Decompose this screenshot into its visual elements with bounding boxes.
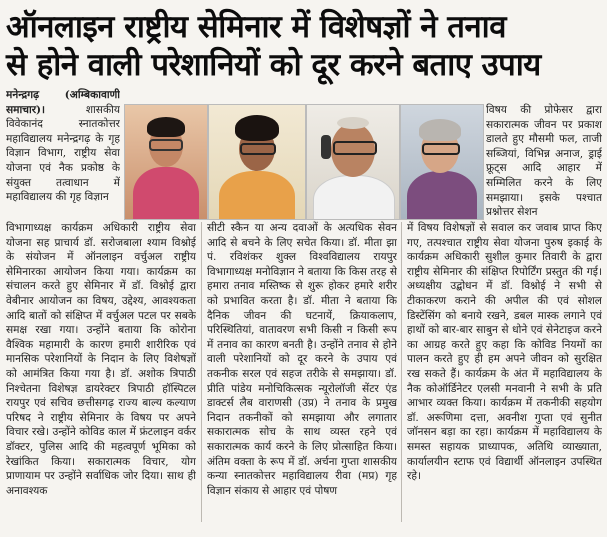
article-text: में विषय विशेषज्ञों से सवाल कर जवाब प्राप्त किए गए, तत्पश्चात राष्ट्रीय सेवा योजना पुरुष इकाई के कार्यक्रम अधिकारी सुशील कुमार तिवारी के द्वारा राष्ट्रीय सेमिनार की संक्षिप्त रिपोर्टिंग प्रस्तुत की गई। अध्यक्षीय उद्बोधन में डॉ. विश्नोई ने सभी से टीकाकरण कराने की अपील की एवं सोशल डिस्टेंसिंग को बनाये रखने, डबल मास्क लगाने एवं हाथों को बार-बार साबुन से धोने एवं सेनेटाइज करने का आग्रह करते हुए कहा कि कोविड नियमों का पालन करते हुए ही हम अपने जीवन को सुरक्षित रख सकते हैं। कार्यक्रम के अंत में महाविद्यालय के नैक कोऑर्डिनेटर एलसी मनवानी ने सभी के प्रति आभार व्यक्त किया। कार्यक्रम में तकनीकी सहयोग डॉ. अरूणिमा दत्ता, अवनीश गुप्ता एवं सुनीत जॉनसन बड़ा का रहा। कार्यक्रम में महाविद्यालय के समस्त सहायक प्राध्यापक, अतिथि व्याख्याता, कार्यालयीन स्टाफ एवं विद्यार्थी ऑनलाइन उपस्थित रहे। [407, 222, 602, 483]
column-divider [401, 222, 402, 522]
speaker-photo-4 [400, 104, 484, 220]
column-divider [201, 222, 202, 522]
headline [6, 8, 604, 84]
article-text: मनेन्द्रगढ़ (अम्बिकावाणी समाचार)। शासकीय विवेकानंद स्नातकोत्तर महाविद्यालय मनेन्द्रगढ़ के गृह विज्ञान विभाग, राष्ट्रीय सेवा योजना एवं नैक प्रकोष्ठ के संयुक्त तत्वाधान में महाविद्यालय की गृह विज्ञान [6, 89, 120, 204]
speaker-photo-1 [124, 104, 208, 220]
speaker-photo-2 [208, 104, 306, 220]
article-column-3-top [486, 103, 602, 221]
headline-line-2: से होने वाली परेशानियों को दूर करने बताए उपाय [6, 47, 541, 83]
article-text: विभागाध्यक्ष कार्यक्रम अधिकारी राष्ट्रीय सेवा योजना सह प्राचार्य डॉ. सरोजबाला श्याम विश्नोई के संयोजन में ऑनलाइन वर्चुअल राष्ट्रीय सेमिनारका आयोजन किया गया। कार्यक्रम का संचालन करते हुए सेमिनार में डॉ. विश्नोई द्वारा वेबीनार आयोजन का विषय, उद्देश्य, आवश्यकता आदि बातों को संक्षिप्त में वर्चुअल पटल पर सबके समक्ष रखा गया। उन्होंने बताया कि कोरोना वैश्विक महामारी के कारण हमारी शारीरिक एवं मानसिक परेशानियों के निदान के लिए विशेषज्ञों को आमंत्रित किया गया है। डॉ. अशोक त्रिपाठी निश्चेतना विशेषज्ञ डायरेक्टर त्रिपाठी हॉस्पिटल रायपुर एवं सचिव छत्तीसगढ़ राज्य बाल्य कल्याण परिषद ने राष्ट्रीय सेमिनार के विषय पर अपने विचार रखे। उन्होंने कोविड काल में फ्रंटलाइन वर्कर डॉक्टर, पुलिस आदि की महत्वपूर्ण भूमिका को रेखांकित किया। सकारात्मक विचार, योग प्राणायाम पर उन्होंने सर्वाधिक जोर दिया। साथ ही अनावश्यक [6, 222, 196, 497]
article-column-2 [207, 221, 397, 527]
article-column-1 [6, 221, 196, 527]
article-text: विषय की प्रोफेसर द्वारा सकारात्मक जीवन पर प्रकाश डालते हुए मौसमी फल, ताजी सब्जियां, विभिन्न अनाज, ड्राई फ्रूट्स आदि आहार में सम्मिलित करने के लिए समझाया। इसके पश्चात प्रश्नोत्तर सेशन [486, 104, 602, 219]
article-column-3 [407, 221, 602, 527]
headline-line-1: ऑनलाइन राष्ट्रीय सेमिनार में विशेषज्ञों ने तनाव [6, 9, 506, 45]
speaker-photo-3 [306, 104, 400, 220]
article-column-1-top [6, 88, 120, 220]
article-text: सीटी स्कैन या अन्य दवाओं के अत्यधिक सेवन आदि से बचने के लिए सचेत किया। डॉ. मीता झा पं. रविशंकर शुक्ल विश्वविद्यालय रायपुर विभागाध्यक्ष मनोविज्ञान ने बताया कि किस तरह से हमारा तनाव मस्तिष्क से शुरू होकर हमारे शरीर को प्रभावित करता है। डॉ. मीता ने बताया कि दैनिक जीवन की घटनायें, क्रियाकलाप, परिस्थितियां, वातावरण सभी किसी न किसी रूप में तनाव का कारण बनती है। उन्होंने तनाव से होने वाली परेशानियों को दूर करने के उपाय एवं तकनीक सरल एवं सहज तरीके से समझाया। डॉ. प्रीति पांडेय मनोचिकित्सक न्यूरोलॉजी सेंटर एंड डाक्टर्स लैब वाराणसी (उप्र) ने तनाव के प्रमुख निदान तकनीकों को समझाया और लगातार सकारात्मक सोच के साथ व्यस्त रहने एवं सकारात्मक कार्य करने के लिए प्रोत्साहित किया। अंतिम वक्ता के रूप में डॉ. अर्चना गुप्ता शासकीय कन्या स्नातकोत्तर महाविद्यालय रीवा (मप्र) गृह विज्ञान संकाय से आहार एवं पोषण [207, 222, 397, 497]
dateline: मनेन्द्रगढ़ (अम्बिकावाणी समाचार)। [6, 89, 120, 116]
